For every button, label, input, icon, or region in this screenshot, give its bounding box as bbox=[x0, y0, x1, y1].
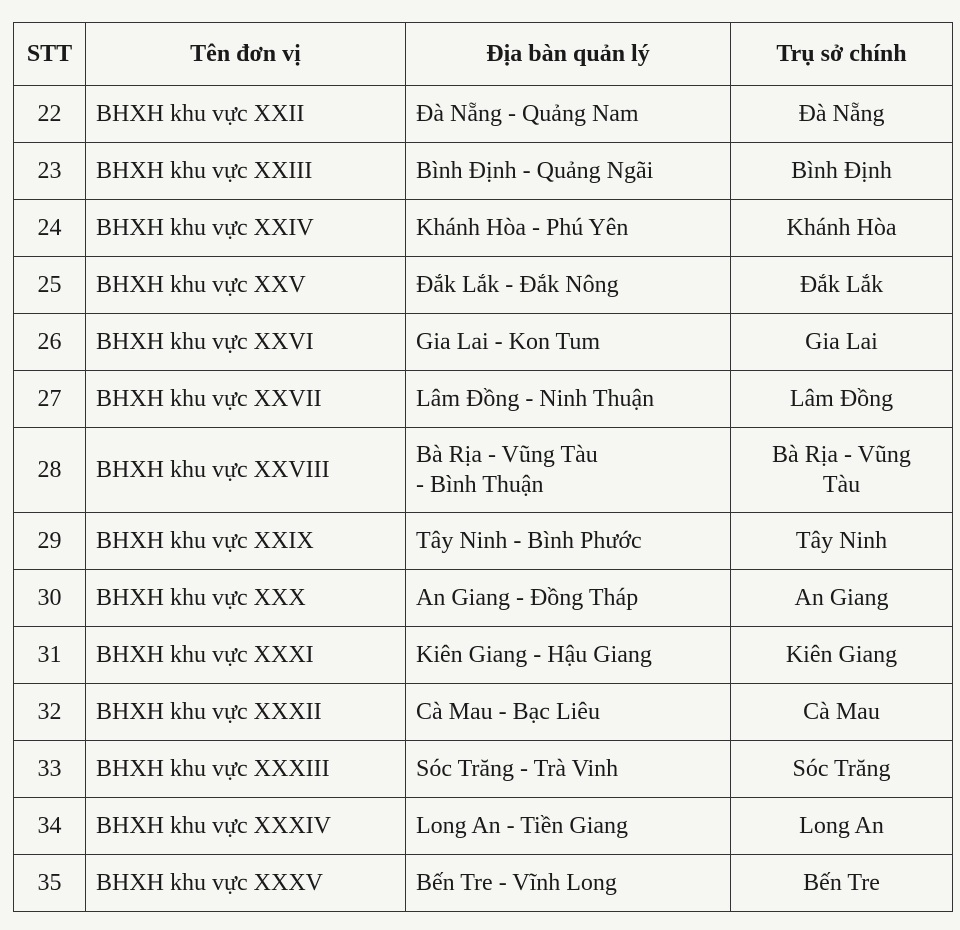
cell-unit-name: BHXH khu vực XXVI bbox=[86, 314, 406, 371]
cell-headquarters: Tây Ninh bbox=[731, 513, 953, 570]
cell-area: Bà Rịa - Vũng Tàu - Bình Thuận bbox=[406, 428, 731, 513]
cell-unit-name: BHXH khu vực XXIV bbox=[86, 200, 406, 257]
cell-headquarters: Gia Lai bbox=[731, 314, 953, 371]
cell-headquarters: Đắk Lắk bbox=[731, 257, 953, 314]
cell-area: Sóc Trăng - Trà Vinh bbox=[406, 741, 731, 798]
table-row bbox=[14, 371, 953, 428]
cell-stt: 24 bbox=[14, 200, 86, 257]
table-row bbox=[14, 684, 953, 741]
cell-area: Khánh Hòa - Phú Yên bbox=[406, 200, 731, 257]
cell-stt: 32 bbox=[14, 684, 86, 741]
cell-stt: 27 bbox=[14, 371, 86, 428]
cell-unit-name: BHXH khu vực XXX bbox=[86, 570, 406, 627]
cell-stt: 33 bbox=[14, 741, 86, 798]
table-row bbox=[14, 86, 953, 143]
header-area: Địa bàn quản lý bbox=[406, 23, 731, 86]
table-row bbox=[14, 570, 953, 627]
cell-area: An Giang - Đồng Tháp bbox=[406, 570, 731, 627]
header-headquarters: Trụ sở chính bbox=[731, 23, 953, 86]
cell-area: Đắk Lắk - Đắk Nông bbox=[406, 257, 731, 314]
cell-area: Bình Định - Quảng Ngãi bbox=[406, 143, 731, 200]
cell-unit-name: BHXH khu vực XXVII bbox=[86, 371, 406, 428]
table-row bbox=[14, 143, 953, 200]
cell-stt: 30 bbox=[14, 570, 86, 627]
cell-stt: 23 bbox=[14, 143, 86, 200]
cell-area: Bến Tre - Vĩnh Long bbox=[406, 855, 731, 912]
cell-unit-name: BHXH khu vực XXXIV bbox=[86, 798, 406, 855]
cell-unit-name: BHXH khu vực XXXII bbox=[86, 684, 406, 741]
cell-area: Long An - Tiền Giang bbox=[406, 798, 731, 855]
cell-headquarters: Bà Rịa - Vũng Tàu bbox=[731, 428, 953, 513]
cell-headquarters: An Giang bbox=[731, 570, 953, 627]
cell-unit-name: BHXH khu vực XXV bbox=[86, 257, 406, 314]
cell-unit-name: BHXH khu vực XXIX bbox=[86, 513, 406, 570]
table-row bbox=[14, 314, 953, 371]
cell-area: Đà Nẵng - Quảng Nam bbox=[406, 86, 731, 143]
cell-stt: 22 bbox=[14, 86, 86, 143]
table-body bbox=[14, 86, 953, 912]
cell-headquarters: Bình Định bbox=[731, 143, 953, 200]
table-header-row bbox=[14, 23, 953, 86]
table-row bbox=[14, 200, 953, 257]
table-row bbox=[14, 798, 953, 855]
cell-area: Lâm Đồng - Ninh Thuận bbox=[406, 371, 731, 428]
cell-unit-name: BHXH khu vực XXXV bbox=[86, 855, 406, 912]
cell-stt: 29 bbox=[14, 513, 86, 570]
cell-headquarters: Bến Tre bbox=[731, 855, 953, 912]
table-row bbox=[14, 257, 953, 314]
cell-area: Tây Ninh - Bình Phước bbox=[406, 513, 731, 570]
table-row bbox=[14, 855, 953, 912]
table-row bbox=[14, 741, 953, 798]
cell-headquarters: Kiên Giang bbox=[731, 627, 953, 684]
cell-area: Cà Mau - Bạc Liêu bbox=[406, 684, 731, 741]
cell-headquarters: Khánh Hòa bbox=[731, 200, 953, 257]
cell-stt: 28 bbox=[14, 428, 86, 513]
cell-unit-name: BHXH khu vực XXII bbox=[86, 86, 406, 143]
header-stt: STT bbox=[14, 23, 86, 86]
table-row bbox=[14, 513, 953, 570]
cell-stt: 34 bbox=[14, 798, 86, 855]
cell-headquarters: Đà Nẵng bbox=[731, 86, 953, 143]
cell-unit-name: BHXH khu vực XXIII bbox=[86, 143, 406, 200]
cell-area: Kiên Giang - Hậu Giang bbox=[406, 627, 731, 684]
cell-headquarters: Long An bbox=[731, 798, 953, 855]
cell-stt: 26 bbox=[14, 314, 86, 371]
header-unit-name: Tên đơn vị bbox=[86, 23, 406, 86]
cell-unit-name: BHXH khu vực XXXI bbox=[86, 627, 406, 684]
regional-offices-table bbox=[13, 22, 953, 912]
cell-stt: 31 bbox=[14, 627, 86, 684]
cell-unit-name: BHXH khu vực XXVIII bbox=[86, 428, 406, 513]
cell-stt: 25 bbox=[14, 257, 86, 314]
table-row bbox=[14, 627, 953, 684]
table-row bbox=[14, 428, 953, 513]
cell-headquarters: Sóc Trăng bbox=[731, 741, 953, 798]
cell-unit-name: BHXH khu vực XXXIII bbox=[86, 741, 406, 798]
cell-stt: 35 bbox=[14, 855, 86, 912]
cell-headquarters: Lâm Đồng bbox=[731, 371, 953, 428]
cell-headquarters: Cà Mau bbox=[731, 684, 953, 741]
cell-area: Gia Lai - Kon Tum bbox=[406, 314, 731, 371]
